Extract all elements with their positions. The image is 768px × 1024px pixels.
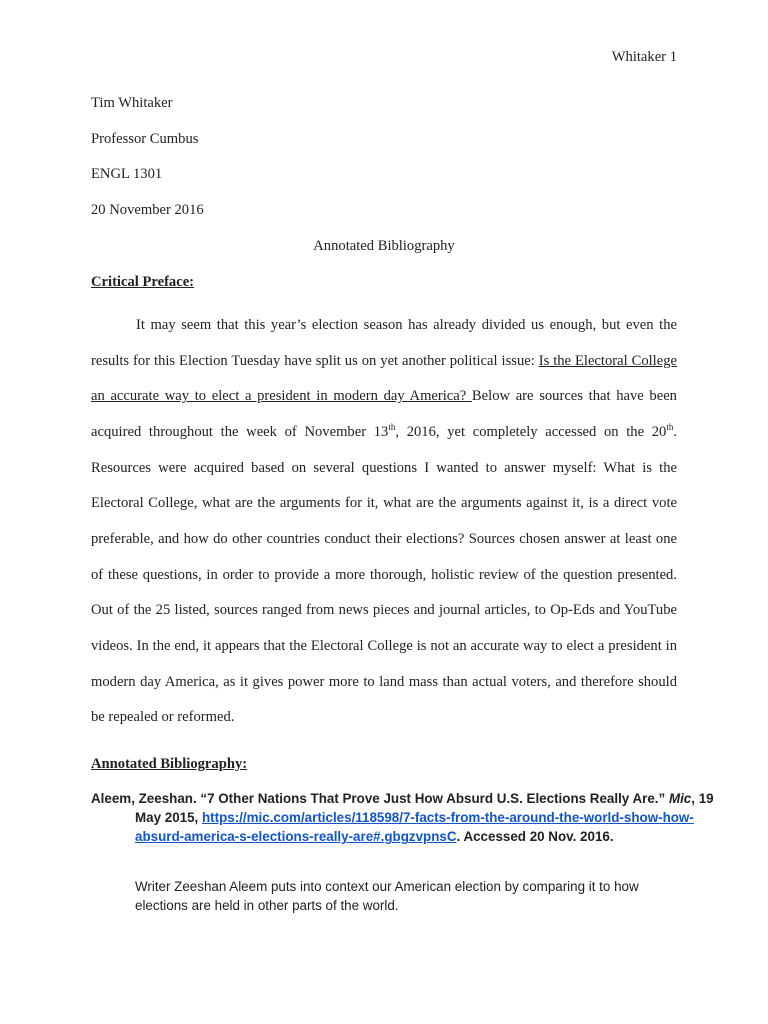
preface-text-part2: Below are sources that have been acquired throughout the week of November 13: [91, 388, 677, 440]
critical-preface-paragraph: [91, 308, 677, 736]
author-name: Tim Whitaker: [91, 95, 173, 111]
citation-pub-date: , 19 May 2015,: [135, 791, 714, 826]
citation-publication: Mic: [668, 791, 692, 806]
preface-text-part4: . Resources were acquired based on several questions I wanted to answer myself: What is the Electoral College, what are the arguments for it, what are the arguments against it, is a direct vote preferable, and how do other countries conduct their elections? Sources chosen answer at least one of these questions, in order to provide a more thorough, holistic review of the question presented. Out of the 25 listed, sources ranged from news pieces and journal articles, to Op-Eds and YouTube videos. In the end, it appears that the Electoral College is not an accurate way to elect a president in modern day America, as it gives power more to land mass than actual voters, and therefore should be repealed or reformed.: [91, 423, 677, 726]
annotated-bibliography-heading: Annotated Bibliography:: [91, 756, 248, 772]
paper-date: 20 November 2016: [91, 202, 204, 219]
citation-annotation: Writer Zeeshan Aleem puts into context our American election by comparing it to how elections are held in other parts of the world.: [135, 879, 639, 913]
citation-accessed: . Accessed 20 Nov. 2016.: [456, 829, 614, 845]
superscript-ordinal: th: [666, 421, 674, 432]
citation-author-title: Aleem, Zeeshan. “7 Other Nations That Prove Just How Absurd U.S. Elections Really Are.”: [91, 791, 669, 806]
critical-preface-heading: Critical Preface:: [91, 274, 195, 290]
citation-url-link[interactable]: https://mic.com/articles/118598/7-facts-from-the-around-the-world-show-how-absurd-america-s-elections-really-are#.gbgzvpnsC: [135, 810, 694, 845]
citation-entry: [91, 789, 735, 847]
mla-heading: [91, 93, 681, 236]
document-title: Annotated Bibliography: [313, 238, 455, 254]
preface-text-part1: It may seem that this year’s election season has already divided us enough, but even the results for this Election Tuesday have split us on yet another political issue:: [91, 317, 677, 369]
research-question: Is the Electoral College an accurate way to elect a president in modern day America?: [91, 352, 677, 405]
instructor-name: Professor Cumbus: [91, 130, 199, 147]
superscript-ordinal: th: [388, 421, 396, 432]
running-head: Whitaker 1: [611, 49, 677, 65]
course-name: ENGL 1301: [91, 166, 163, 183]
preface-text-part3: , 2016, yet completely accessed on the 20: [395, 423, 667, 440]
